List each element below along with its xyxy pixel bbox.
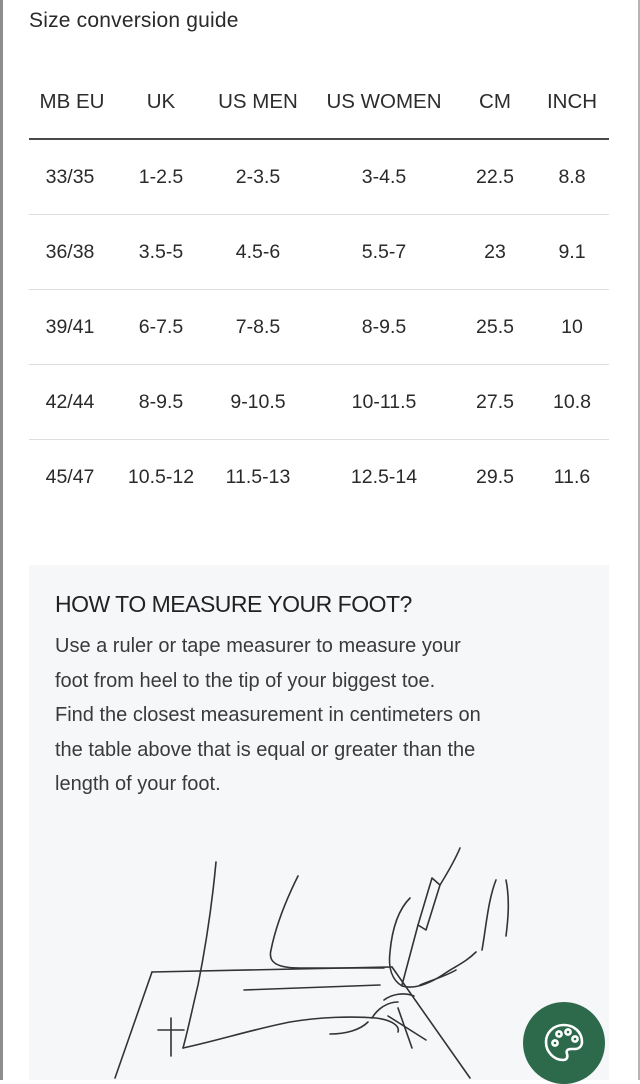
cell-mb-eu: 45/47 — [45, 465, 95, 488]
cell-uk: 8-9.5 — [138, 390, 184, 413]
cell-uk: 6-7.5 — [138, 315, 184, 338]
cell-us-men: 7-8.5 — [235, 315, 281, 338]
cell-inch: 10.8 — [553, 390, 591, 413]
cell-cm: 27.5 — [476, 390, 514, 413]
cell-inch: 10 — [561, 315, 583, 338]
instruction-line: Use a ruler or tape measurer to measure your — [55, 635, 461, 657]
page-title: Size conversion guide — [29, 9, 239, 32]
cell-mb-eu: 42/44 — [45, 390, 95, 413]
palette-button[interactable] — [523, 1002, 605, 1084]
instruction-line: foot from heel to the tip of your biggest toe. — [55, 669, 436, 692]
cell-us-women: 12.5-14 — [350, 465, 418, 488]
cell-uk: 3.5-5 — [138, 240, 184, 263]
cell-us-men: 2-3.5 — [235, 165, 281, 188]
cell-cm: 23 — [484, 240, 506, 263]
cell-uk: 10.5-12 — [127, 465, 195, 488]
instruction-line: Find the closest measurement in centimeters on — [55, 704, 481, 726]
instruction-line: the table above that is equal or greater than the — [55, 738, 476, 761]
cell-inch: 8.8 — [558, 165, 586, 188]
cell-mb-eu: 39/41 — [45, 315, 95, 338]
measure-heading: HOW TO MEASURE YOUR FOOT? — [55, 591, 412, 617]
header-cm: CM — [479, 90, 511, 113]
cell-mb-eu: 36/38 — [45, 240, 95, 263]
cell-us-women: 5.5-7 — [361, 240, 407, 263]
instruction-line: length of your foot. — [55, 773, 221, 795]
cell-cm: 25.5 — [476, 315, 514, 338]
palette-icon — [540, 1019, 588, 1067]
cell-us-men: 11.5-13 — [225, 465, 291, 488]
header-mb-eu: MB EU — [39, 90, 105, 113]
cell-cm: 29.5 — [476, 465, 514, 488]
cell-mb-eu: 33/35 — [45, 165, 95, 188]
cell-us-women: 3-4.5 — [361, 165, 407, 188]
cell-us-men: 9-10.5 — [230, 390, 286, 413]
cell-inch: 11.6 — [553, 465, 591, 488]
header-inch: INCH — [546, 90, 598, 113]
header-uk: UK — [146, 90, 176, 113]
cell-us-women: 8-9.5 — [361, 315, 407, 338]
cell-uk: 1-2.5 — [138, 165, 184, 188]
cell-inch: 9.1 — [558, 240, 586, 263]
cell-cm: 22.5 — [476, 165, 514, 188]
cell-us-women: 10-11.5 — [351, 390, 417, 413]
cell-us-men: 4.5-6 — [235, 240, 281, 263]
header-us-men: US MEN — [218, 90, 298, 113]
header-us-women: US WOMEN — [326, 90, 442, 113]
